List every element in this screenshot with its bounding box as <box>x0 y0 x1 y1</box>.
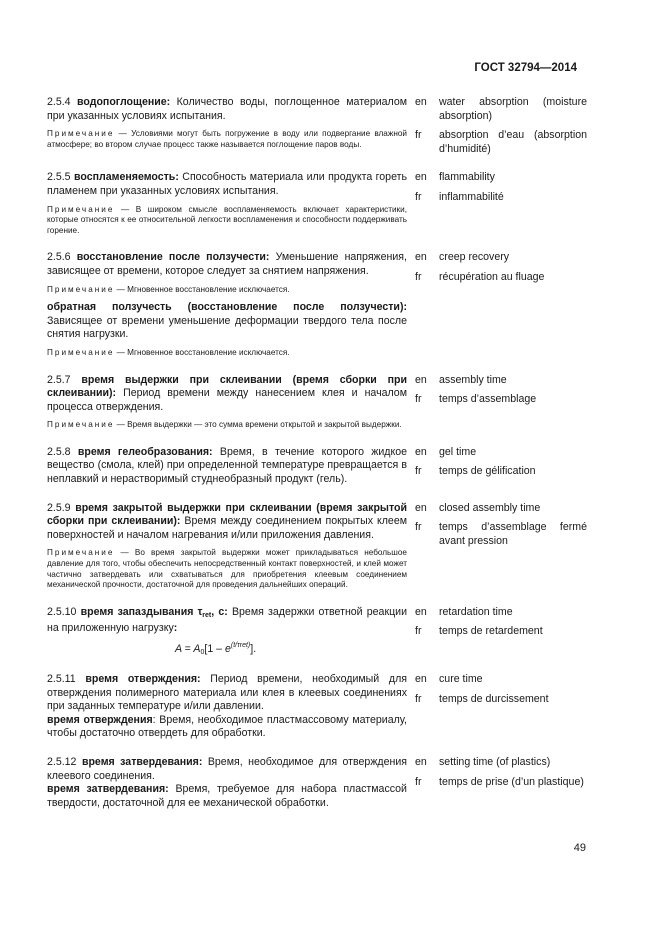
term-entry-2-5-8 <box>47 446 587 493</box>
term-definition-block <box>47 251 407 364</box>
lang-code: fr <box>415 775 422 788</box>
formula <box>175 642 407 656</box>
translations <box>415 673 587 747</box>
term-name-main: время запаздывания τ <box>80 605 203 618</box>
translation-en <box>415 374 587 388</box>
term-definition <box>47 673 407 714</box>
definition-text: Время задержки ответной реакции на приложенную нагрузку <box>47 605 407 635</box>
term-number: 2.5.10 <box>47 605 77 618</box>
translations <box>415 606 587 664</box>
term-entry-2-5-12 <box>47 756 587 816</box>
note-text: — Мгновенное восстановление исключается. <box>116 284 290 294</box>
formula-close: ]. <box>250 643 257 655</box>
translation-text: temps d’assemblage fermé avant pression <box>439 521 587 547</box>
term-name: время гелеобразования: <box>77 445 213 458</box>
translation-text: temps d’assemblage <box>439 393 537 406</box>
term-definition <box>47 446 407 487</box>
formula-a-sub: 0 <box>200 649 205 656</box>
definition-text-alt: Зависящее от времени уменьшение деформации твердого тела после снятия нагрузки. <box>47 314 407 341</box>
note-text: — Условиями могут быть погружение в воду или подвергание влажной атмосфере; во втором случае процесс также называется поглощение паров воды. <box>47 129 407 149</box>
formula-open: [1 – <box>204 643 223 655</box>
translation-text: water absorption (moisture absorption) <box>439 96 587 122</box>
translation-text: temps de prise (d’un plastique) <box>439 775 584 788</box>
lang-code: en <box>415 251 427 264</box>
translation-fr <box>415 191 587 205</box>
formula-a: A <box>193 643 201 655</box>
translation-en <box>415 171 587 185</box>
lang-code: en <box>415 96 427 108</box>
term-definition-block <box>47 171 407 242</box>
formula-exponent <box>231 642 250 649</box>
term-name <box>81 606 228 618</box>
lang-code: en <box>415 171 427 184</box>
note <box>47 129 407 150</box>
term-definition <box>47 171 407 198</box>
term-name-alt: время затвердевания: <box>47 783 169 796</box>
lang-code: fr <box>415 270 422 283</box>
note-alt <box>47 348 407 359</box>
term-definition-block <box>47 606 407 664</box>
term-name-alt: время отверждения <box>47 713 153 726</box>
translation-text: absorption d’eau (absorption d’humidité) <box>439 129 587 155</box>
translation-text: setting time (of plastics) <box>439 755 551 768</box>
lang-code: fr <box>415 692 422 705</box>
term-definition-block <box>47 502 407 597</box>
definition-text: Время, в течение которого жидкое вещество (смола, клей) при определенной температуре превращается в неплавкий и нерастворимый студнеобразный продукт (гель). <box>47 445 407 486</box>
term-definition <box>47 374 407 415</box>
translation-text: gel time <box>439 445 477 458</box>
formula-e: e <box>225 643 231 655</box>
note <box>47 285 407 296</box>
translation-fr <box>415 776 587 790</box>
translations <box>415 446 587 493</box>
translations <box>415 374 587 437</box>
translation-fr <box>415 271 587 285</box>
term-name: водопоглощение: <box>77 96 171 108</box>
page-number: 49 <box>573 842 586 854</box>
note-label: Примечание <box>47 420 115 430</box>
translations <box>415 756 587 816</box>
lang-code: en <box>415 373 427 386</box>
note-text: — Во время закрытой выдержки может прикладываться небольшое давление для того, чтобы обеспечить непосредственный контакт поверхностей, и клей может частично затвердевать или схватываться для приобретения клеевым соединением механической прочности, достаточной для проведения дальнейших операций. <box>47 548 407 590</box>
translation-text: cure time <box>439 673 483 685</box>
lang-code: fr <box>415 521 422 534</box>
term-entry-2-5-7 <box>47 374 587 437</box>
term-entry-2-5-10 <box>47 606 587 664</box>
translations <box>415 171 587 242</box>
definition-text: Уменьшение напряжения, зависящее от времени, которое следует за снятием напряжения. <box>47 251 407 277</box>
term-name-alt: обратная ползучесть (восстановление после ползучести): <box>47 301 407 314</box>
translation-en <box>415 446 587 460</box>
term-definition <box>47 502 407 543</box>
translation-text: temps de durcissement <box>439 692 549 705</box>
term-entry-2-5-5 <box>47 171 587 242</box>
note <box>47 420 407 431</box>
translation-en <box>415 673 587 687</box>
definition-text-alt: Время, требуемое для набора пластмассой твердости, достаточной для ее механической обработки. <box>47 783 407 809</box>
translation-text: assembly time <box>439 373 507 386</box>
translation-fr <box>415 625 587 639</box>
definition-text: Период времени, необходимый для отверждения полимерного материала или клея в клеевых соединениях при заданных температуре и/или давлении. <box>47 673 407 713</box>
lang-code: fr <box>415 129 422 142</box>
translation-en <box>415 96 587 123</box>
term-definition <box>47 606 407 636</box>
translation-text: inflammabilité <box>439 190 504 203</box>
translations <box>415 96 587 162</box>
lang-code: fr <box>415 190 422 203</box>
translation-text: temps de retardement <box>439 625 543 638</box>
lang-code: en <box>415 605 427 618</box>
lang-code: en <box>415 501 427 514</box>
lang-code: fr <box>415 393 422 406</box>
formula-lhs: A <box>175 643 182 655</box>
term-subscript: ret <box>202 611 212 619</box>
term-name: время закрытой выдержки при склеивании (время закрытой сборки при склеивании): <box>47 501 407 528</box>
translation-text: temps de gélification <box>439 465 536 478</box>
term-name: время затвердевания: <box>81 755 203 768</box>
formula-exp-main: (t/τ <box>230 642 240 649</box>
lang-code: fr <box>415 625 422 638</box>
lang-code: en <box>415 445 427 458</box>
translation-fr <box>415 693 587 707</box>
term-entry-2-5-11 <box>47 673 587 747</box>
term-definition-alt <box>47 301 407 342</box>
translation-fr <box>415 129 587 156</box>
definition-tail: : <box>173 622 178 635</box>
note-label: Примечание <box>47 347 115 357</box>
translation-en <box>415 251 587 265</box>
definition-text: Время между соединением покрытых клеем поверхностей и началом нагревания и/или приложения давления. <box>47 515 407 541</box>
translation-text: closed assembly time <box>439 501 541 514</box>
term-name: время выдержки при склеивании (время сборки при склеивании): <box>47 373 407 400</box>
term-number: 2.5.6 <box>47 251 71 264</box>
translation-text: retardation time <box>439 605 513 618</box>
term-number: 2.5.11 <box>47 673 76 685</box>
formula-exp-sub: ret <box>239 642 248 649</box>
term-definition-block <box>47 446 407 493</box>
note-text: — Время выдержки — это сумма времени открытой и закрытой выдержки. <box>116 420 402 430</box>
term-number: 2.5.12 <box>47 755 77 768</box>
term-definition <box>47 251 407 278</box>
term-number: 2.5.4 <box>47 96 71 108</box>
term-name-tail: , с: <box>211 605 228 618</box>
translation-fr <box>415 465 587 479</box>
translation-fr <box>415 521 587 548</box>
formula-exp-close: ) <box>247 642 251 649</box>
translations <box>415 251 587 364</box>
note-label: Примечание <box>47 204 115 214</box>
term-entry-2-5-6 <box>47 251 587 364</box>
term-definition-alt <box>47 783 407 810</box>
translation-en <box>415 502 587 516</box>
term-number: 2.5.7 <box>47 373 71 386</box>
translations <box>415 502 587 597</box>
lang-code: en <box>415 755 427 768</box>
note-text: — В широком смысле воспламеняемость включает характеристики, которые относятся к ее относительной легкости воспламенения и способности поддерживать горение. <box>47 204 407 235</box>
term-number: 2.5.9 <box>47 501 71 514</box>
term-number: 2.5.5 <box>47 171 71 184</box>
note-text: — Мгновенное восстановление исключается. <box>116 347 290 357</box>
term-entry-2-5-4 <box>47 96 587 162</box>
note-label: Примечание <box>47 284 115 294</box>
term-number: 2.5.8 <box>47 445 71 458</box>
document-header: ГОСТ 32794—2014 <box>474 62 577 74</box>
formula-equals: = <box>184 643 191 655</box>
translation-fr <box>415 393 587 407</box>
translation-text: creep recovery <box>439 251 510 264</box>
term-definition-alt <box>47 714 407 741</box>
term-name: восстановление после ползучести: <box>76 251 270 264</box>
note <box>47 205 407 237</box>
definition-text-alt: : Время, необходимое пластмассовому материалу, чтобы достаточно отвердеть для обработки. <box>47 713 407 740</box>
lang-code: en <box>415 673 427 685</box>
translation-text: récupération au fluage <box>439 270 545 283</box>
definition-text: Количество воды, поглощенное материалом при указанных условиях испытания. <box>47 96 407 122</box>
term-name: воспламеняемость: <box>74 171 179 184</box>
term-name: время отверждения: <box>85 673 201 685</box>
lang-code: fr <box>415 465 422 478</box>
definition-text: Время, необходимое для отверждения клеевого соединения. <box>47 755 407 782</box>
translation-text: flammability <box>439 171 495 184</box>
term-definition <box>47 756 407 783</box>
term-definition-block <box>47 374 407 437</box>
term-entry-2-5-9 <box>47 502 587 597</box>
definition-text: Период времени между нанесением клея и началом процесса отверждения. <box>47 387 407 413</box>
translation-en <box>415 606 587 620</box>
terms-list <box>47 96 587 825</box>
translation-en <box>415 756 587 770</box>
note <box>47 548 407 590</box>
term-definition-block <box>47 96 407 162</box>
note-label: Примечание <box>47 548 115 558</box>
term-definition <box>47 96 407 123</box>
term-definition-block <box>47 756 407 816</box>
definition-text: Способность материала или продукта гореть пламенем при указанных условиях испытания. <box>47 171 407 197</box>
note-label: Примечание <box>47 129 115 139</box>
term-definition-block <box>47 673 407 747</box>
